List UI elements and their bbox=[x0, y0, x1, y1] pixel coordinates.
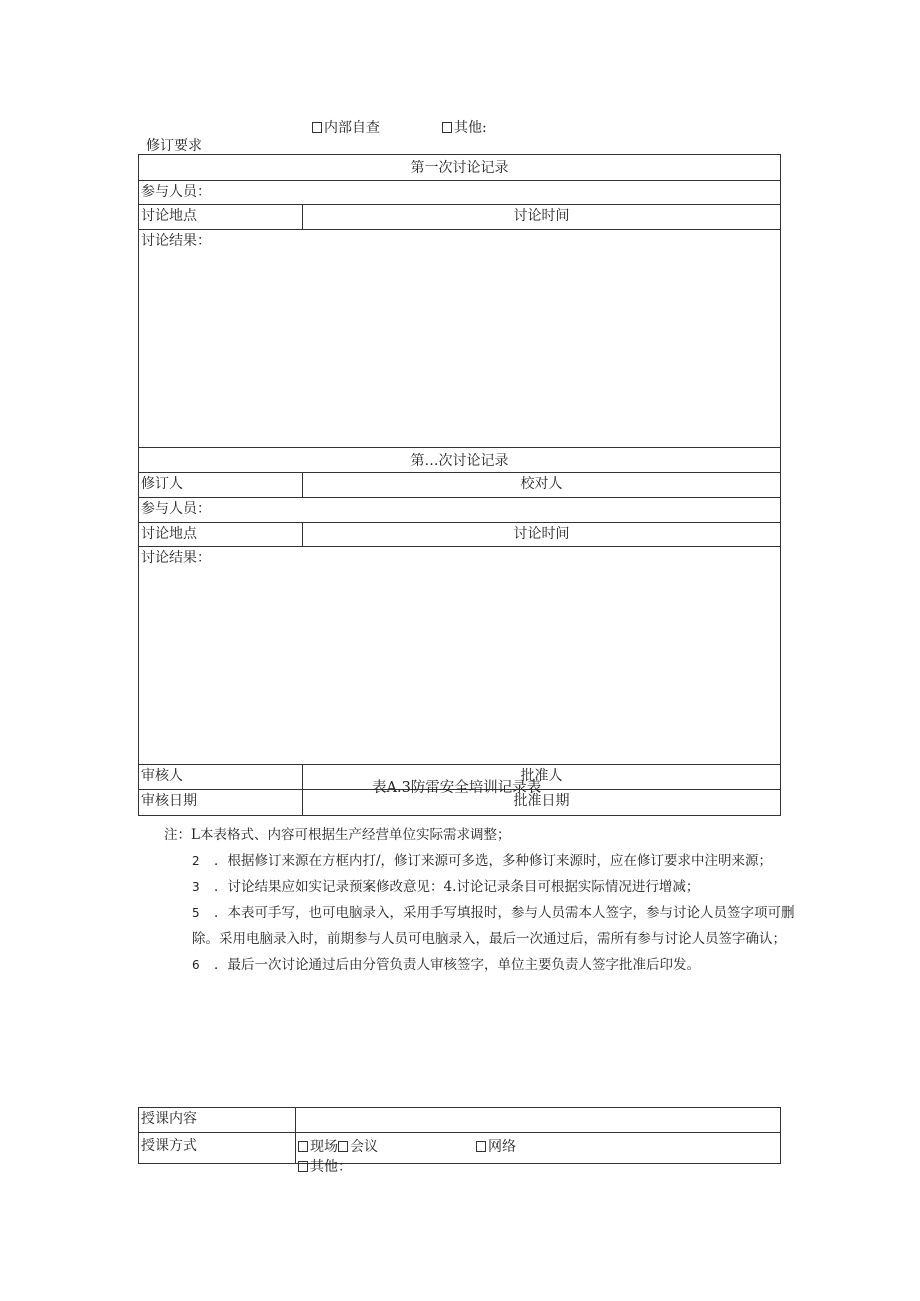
note-2-text: ．根据修订来源在方框内打/，修订来源可多选，多种修订来源时，应在修订要求中注明来源； bbox=[214, 853, 773, 869]
first-participants-field[interactable]: 参与人员： bbox=[141, 184, 211, 200]
note-3-text: ．讨论结果应如实记录预案修改意见：4.讨论记录条目可根据实际情况进行增减； bbox=[214, 879, 700, 895]
second-result-field[interactable]: 讨论结果： bbox=[141, 550, 211, 566]
proofreader-label: 校对人 bbox=[520, 476, 563, 492]
revision-requirement-label: 修订要求 bbox=[146, 138, 202, 154]
network-label: 网络 bbox=[488, 1139, 516, 1155]
second-time-label: 讨论时间 bbox=[513, 526, 570, 542]
approver-label: 批准人 bbox=[520, 768, 563, 784]
network-option bbox=[476, 1136, 516, 1156]
table2-title: 表A.3防雷安全培训记录表 bbox=[372, 780, 542, 796]
first-record-title: 第一次讨论记录 bbox=[410, 160, 509, 176]
note-3-number: 3 bbox=[192, 880, 200, 894]
content-field[interactable] bbox=[296, 1108, 780, 1133]
note-5-number: 5 bbox=[192, 906, 200, 920]
note-6-text: ．最后一次讨论通过后由分管负责人审核签字，单位主要负责人签字批准后印发。 bbox=[214, 957, 700, 973]
method-options-row1 bbox=[298, 1136, 378, 1156]
note-2 bbox=[140, 848, 790, 874]
note-6 bbox=[140, 952, 790, 978]
note-5 bbox=[140, 900, 795, 926]
approve-date-label: 批准日期 bbox=[513, 793, 570, 809]
first-location-label: 讨论地点 bbox=[139, 205, 303, 229]
note-5-continued: 除。采用电脑录入时，前期参与人员可电脑录入，最后一次通过后，需所有参与讨论人员签字确认； bbox=[192, 931, 786, 947]
training-record-table bbox=[138, 1107, 781, 1175]
second-result-row bbox=[139, 547, 780, 765]
onsite-checkbox[interactable] bbox=[298, 1141, 308, 1152]
note-2-number: 2 bbox=[192, 854, 200, 868]
onsite-label: 现场 bbox=[310, 1139, 338, 1155]
method-label: 授课方式 bbox=[139, 1133, 296, 1163]
option-other[interactable] bbox=[442, 117, 487, 137]
meeting-checkbox[interactable] bbox=[338, 1141, 348, 1152]
method-other-label: 其他： bbox=[310, 1159, 352, 1175]
first-time-label: 讨论时间 bbox=[513, 208, 570, 224]
reviser-label: 修订人 bbox=[139, 473, 303, 497]
method-options-row2 bbox=[298, 1156, 352, 1176]
audit-date-label: 审核日期 bbox=[139, 790, 303, 815]
meeting-label: 会议 bbox=[350, 1139, 378, 1155]
second-record-title-row bbox=[139, 448, 780, 473]
notes-section bbox=[140, 822, 795, 978]
reviser-row bbox=[139, 473, 780, 498]
second-participants-field[interactable]: 参与人员： bbox=[141, 501, 211, 517]
first-result-row bbox=[139, 230, 780, 448]
second-record-title: 第…次讨论记录 bbox=[410, 453, 509, 469]
second-location-label: 讨论地点 bbox=[139, 523, 303, 546]
discussion-record-table bbox=[138, 154, 781, 816]
other-checkbox[interactable] bbox=[442, 122, 452, 133]
first-participants-row bbox=[139, 181, 780, 205]
note-1: 注：L本表格式、内容可根据生产经营单位实际需求调整； bbox=[164, 827, 511, 843]
note-3 bbox=[140, 874, 790, 900]
content-label: 授课内容 bbox=[139, 1108, 296, 1133]
network-checkbox[interactable] bbox=[476, 1141, 486, 1152]
method-other-checkbox[interactable] bbox=[298, 1161, 308, 1172]
auditor-label: 审核人 bbox=[139, 765, 303, 789]
note-6-number: 6 bbox=[192, 958, 200, 972]
option-internal-label: 内部自查 bbox=[324, 120, 380, 136]
first-record-title-row bbox=[139, 155, 780, 181]
option-other-label: 其他: bbox=[454, 120, 487, 136]
first-result-field[interactable]: 讨论结果： bbox=[141, 233, 211, 249]
first-location-row bbox=[139, 205, 780, 230]
internal-checkbox[interactable] bbox=[312, 122, 322, 133]
second-participants-row bbox=[139, 498, 780, 523]
second-location-row bbox=[139, 523, 780, 547]
note-5-text: ．本表可手写，也可电脑录入，采用手写填报时，参与人员需本人签字，参与讨论人员签字项可删 bbox=[214, 905, 795, 921]
option-internal[interactable] bbox=[312, 117, 380, 137]
